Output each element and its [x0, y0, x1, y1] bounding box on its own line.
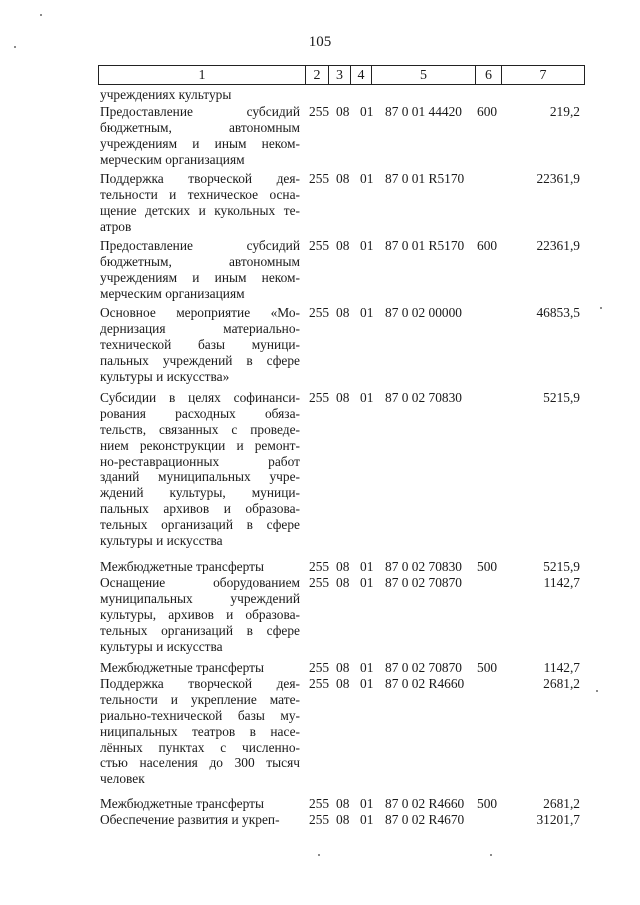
cell-section: 08 — [336, 238, 350, 253]
page-number: 105 — [308, 34, 332, 50]
cell-subsection: 01 — [360, 305, 374, 320]
description-line: культуры и искусства — [100, 533, 223, 549]
table-row — [0, 171, 640, 238]
cell-subsection: 01 — [360, 104, 374, 119]
table-row — [0, 390, 640, 559]
description-line: Поддержка творческой дея- — [100, 676, 300, 691]
description-line: рования расходных обяза- — [100, 405, 300, 421]
description-line: Межбюджетные трансферты — [100, 660, 264, 675]
table-row — [0, 676, 640, 796]
description-line: тельности и техническое осна- — [100, 186, 300, 202]
scan-speck — [40, 14, 42, 16]
cell-subsection: 01 — [360, 660, 374, 675]
cell-grbs: 255 — [309, 676, 330, 691]
description-line: учреждениям и иным неком- — [100, 269, 300, 285]
description-line: учреждениях культуры — [100, 87, 232, 102]
cell-grbs: 255 — [309, 812, 330, 827]
scan-speck — [318, 854, 320, 856]
cell-target-article: 87 0 02 R4660 — [385, 676, 465, 691]
description-line: Субсидии в целях софинанси- — [100, 390, 300, 405]
row-description — [100, 812, 300, 828]
row-description — [100, 87, 300, 103]
cell-amount: 219,2 — [549, 104, 580, 119]
cell-subsection: 01 — [360, 559, 374, 574]
row-description — [100, 676, 300, 787]
cell-section: 08 — [336, 575, 350, 590]
cell-expense-type: 500 — [477, 559, 498, 574]
cell-amount: 2681,2 — [543, 796, 580, 811]
description-line: Обеспечение развития и укреп- — [100, 812, 280, 827]
cell-amount: 22361,9 — [536, 238, 580, 253]
description-line: пальных архивов и образова- — [100, 501, 300, 517]
cell-target-article: 87 0 01 R5170 — [385, 171, 465, 186]
description-line: риально-технической базы му- — [100, 707, 300, 723]
row-description — [100, 390, 300, 549]
header-col-1: 1 — [99, 66, 306, 84]
table-row — [0, 305, 640, 390]
header-col-2: 2 — [306, 66, 329, 84]
row-description — [100, 575, 300, 654]
cell-subsection: 01 — [360, 575, 374, 590]
description-line: лённых пунктах с численно- — [100, 739, 300, 755]
cell-target-article: 87 0 02 R4670 — [385, 812, 465, 827]
description-line: мерческим организациям — [100, 285, 245, 301]
cell-grbs: 255 — [309, 390, 330, 405]
cell-grbs: 255 — [309, 305, 330, 320]
table-row — [0, 796, 640, 812]
cell-section: 08 — [336, 171, 350, 186]
cell-expense-type: 600 — [477, 104, 498, 119]
table-row — [0, 812, 640, 829]
cell-subsection: 01 — [360, 796, 374, 811]
description-line: культуры, архивов и образова- — [100, 606, 300, 622]
cell-subsection: 01 — [360, 171, 374, 186]
cell-amount: 1142,7 — [543, 575, 580, 590]
cell-grbs: 255 — [309, 660, 330, 675]
cell-expense-type: 600 — [477, 238, 498, 253]
description-line: стью населения до 300 тысяч — [100, 755, 300, 771]
description-line: тельств, связанных с проведе- — [100, 421, 300, 437]
cell-amount: 5215,9 — [543, 559, 580, 574]
table-row — [0, 104, 640, 171]
row-description — [100, 559, 300, 575]
description-line: учреждениям и иным неком- — [100, 135, 300, 151]
cell-section: 08 — [336, 104, 350, 119]
cell-amount: 1142,7 — [543, 660, 580, 675]
row-description — [100, 660, 300, 676]
scan-speck — [600, 307, 602, 309]
scan-speck — [14, 46, 16, 48]
table-row — [0, 87, 640, 104]
row-description — [100, 238, 300, 302]
description-line: бюджетным, автономным — [100, 119, 300, 135]
description-line: технической базы муници- — [100, 336, 300, 352]
description-line: культуры и искусства» — [100, 368, 230, 384]
description-line: ждений культуры, муници- — [100, 485, 300, 501]
row-description — [100, 796, 300, 812]
cell-section: 08 — [336, 390, 350, 405]
cell-target-article: 87 0 02 R4660 — [385, 796, 465, 811]
description-line: Оснащение оборудованием — [100, 575, 300, 590]
description-line: атров — [100, 218, 132, 234]
description-line: нием реконструкции и ремонт- — [100, 437, 300, 453]
cell-target-article: 87 0 02 70830 — [385, 390, 462, 405]
cell-target-article: 87 0 01 R5170 — [385, 238, 465, 253]
description-line: тельности и укрепление мате- — [100, 691, 300, 707]
cell-expense-type: 500 — [477, 796, 498, 811]
description-line: Межбюджетные трансферты — [100, 796, 264, 811]
header-col-7: 7 — [539, 68, 547, 83]
cell-section: 08 — [336, 676, 350, 691]
cell-grbs: 255 — [309, 104, 330, 119]
header-col-3: 3 — [329, 66, 351, 84]
table-row — [0, 660, 640, 676]
cell-section: 08 — [336, 660, 350, 675]
cell-amount: 5215,9 — [543, 390, 580, 405]
cell-amount: 2681,2 — [543, 676, 580, 691]
row-description — [100, 104, 300, 168]
cell-subsection: 01 — [360, 812, 374, 827]
cell-target-article: 87 0 02 70870 — [385, 575, 462, 590]
cell-grbs: 255 — [309, 575, 330, 590]
cell-subsection: 01 — [360, 238, 374, 253]
description-line: культуры и искусства — [100, 638, 223, 654]
scan-speck — [596, 690, 598, 692]
description-line: тельных организаций в сфере — [100, 517, 300, 533]
table-header — [98, 65, 585, 85]
description-line: муниципальных учреждений — [100, 590, 300, 606]
cell-section: 08 — [336, 305, 350, 320]
description-line: пальных учреждений в сфере — [100, 352, 300, 368]
cell-grbs: 255 — [309, 796, 330, 811]
cell-section: 08 — [336, 559, 350, 574]
cell-grbs: 255 — [309, 238, 330, 253]
description-line: Поддержка творческой дея- — [100, 171, 300, 186]
description-line: зданий муниципальных учре- — [100, 469, 300, 485]
description-line: но-реставрационных работ — [100, 453, 300, 469]
description-line: человек — [100, 771, 145, 787]
description-line: щение детских и кукольных те- — [100, 202, 300, 218]
cell-subsection: 01 — [360, 676, 374, 691]
table-row — [0, 238, 640, 305]
cell-section: 08 — [336, 812, 350, 827]
cell-target-article: 87 0 01 44420 — [385, 104, 462, 119]
cell-expense-type: 500 — [477, 660, 498, 675]
table-row — [0, 559, 640, 575]
description-line: бюджетным, автономным — [100, 253, 300, 269]
row-description — [100, 305, 300, 384]
cell-grbs: 255 — [309, 171, 330, 186]
description-line: Предоставление субсидий — [100, 238, 300, 253]
cell-target-article: 87 0 02 70870 — [385, 660, 462, 675]
description-line: мерческим организациям — [100, 151, 245, 167]
cell-amount: 31201,7 — [536, 812, 580, 827]
description-line: Предоставление субсидий — [100, 104, 300, 119]
header-col-4: 4 — [351, 66, 372, 84]
description-line: Основное мероприятие «Мо- — [100, 305, 300, 320]
description-line: Межбюджетные трансферты — [100, 559, 264, 574]
cell-subsection: 01 — [360, 390, 374, 405]
cell-grbs: 255 — [309, 559, 330, 574]
cell-amount: 22361,9 — [536, 171, 580, 186]
cell-amount: 46853,5 — [536, 305, 580, 320]
description-line: дернизация материально- — [100, 320, 300, 336]
header-col-6: 6 — [476, 66, 502, 84]
cell-target-article: 87 0 02 70830 — [385, 559, 462, 574]
budget-table-body — [0, 87, 640, 829]
scan-speck — [490, 854, 492, 856]
cell-target-article: 87 0 02 00000 — [385, 305, 462, 320]
cell-section: 08 — [336, 796, 350, 811]
description-line: ниципальных театров в насе- — [100, 723, 300, 739]
row-description — [100, 171, 300, 235]
table-row — [0, 575, 640, 660]
description-line: тельных организаций в сфере — [100, 622, 300, 638]
header-col-5: 5 — [372, 66, 476, 84]
